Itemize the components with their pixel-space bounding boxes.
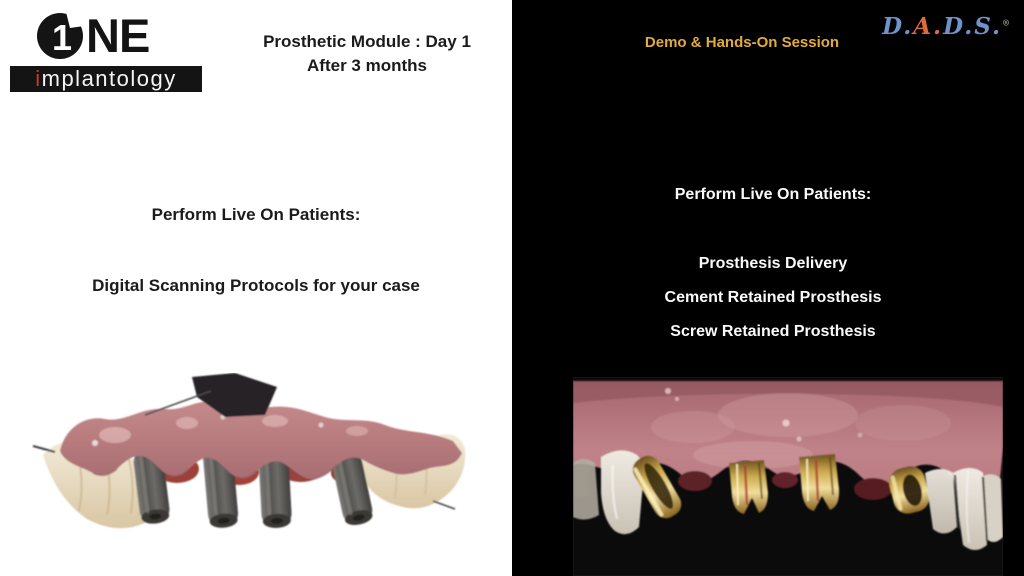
right-item-cement-retained: Cement Retained Prosthesis bbox=[664, 289, 882, 306]
dads-logo bbox=[882, 13, 1010, 40]
svg-text:1: 1 bbox=[51, 17, 73, 58]
title-line-1: Prosthetic Module : Day 1 bbox=[263, 32, 471, 51]
left-heading: Perform Live On Patients: bbox=[151, 205, 361, 224]
dads-ds: D.S. bbox=[943, 13, 1002, 40]
slide-title bbox=[232, 30, 502, 78]
right-heading: Perform Live On Patients: bbox=[674, 186, 872, 203]
title-line-2: After 3 months bbox=[307, 56, 427, 75]
left-subheading: Digital Scanning Protocols for your case bbox=[92, 276, 420, 295]
clinical-photo-image bbox=[573, 377, 1003, 576]
logo-wordmark bbox=[10, 66, 202, 92]
photo-tooth-far-left bbox=[573, 459, 599, 520]
logo-letters: NE bbox=[86, 9, 150, 62]
logo-wordmark-rest: mplantology bbox=[41, 66, 177, 91]
logo-wordmark-i: i bbox=[35, 66, 42, 91]
session-label: Demo & Hands-On Session bbox=[644, 34, 840, 51]
digital-scan-image bbox=[25, 373, 470, 563]
one-implantology-logo bbox=[10, 9, 202, 92]
right-item-screw-retained: Screw Retained Prosthesis bbox=[670, 323, 876, 340]
registered-mark: ® bbox=[1002, 17, 1010, 28]
one-circle-icon bbox=[36, 12, 84, 60]
logo-top-row bbox=[36, 9, 202, 64]
dads-d1: D. bbox=[882, 13, 914, 40]
dads-a: A. bbox=[913, 13, 944, 40]
right-item-prosthesis-delivery: Prosthesis Delivery bbox=[698, 255, 848, 272]
